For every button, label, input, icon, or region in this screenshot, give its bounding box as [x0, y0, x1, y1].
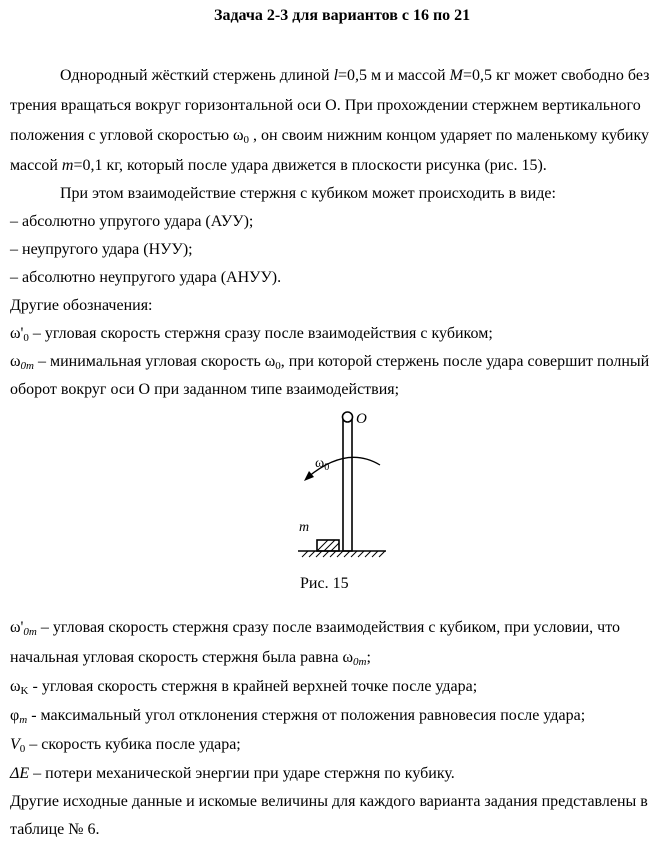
text: начальная угловая скорость стержня была равна ω [10, 649, 354, 666]
symbol: ω [10, 353, 21, 370]
text: - максимальный угол отклонения стержня от положения равновесия после удара; [27, 707, 586, 724]
text: – угловая скорость стержня сразу после взаимодействия с кубиком; [28, 325, 493, 342]
subscript: 0m [23, 626, 37, 638]
page-title: Задача 2-3 для вариантов с 16 по 21 [214, 7, 471, 24]
var-M: M [449, 67, 463, 84]
definition-delta-E [10, 764, 455, 784]
definition-omega-prime-0m-line-2 [10, 648, 371, 672]
text: - угловая скорость стержня в крайней верхней точке после удара; [28, 678, 478, 695]
text: =0,1 кг, который после удара движется в плоскости рисунка (рис. 15). [73, 157, 547, 174]
text: =0,5 м и массой [338, 67, 450, 84]
subscript: 0 [19, 743, 26, 755]
text: – потери механической энергии при ударе стержня по кубику. [29, 765, 455, 782]
figure-caption: Рис. 15 [300, 575, 349, 592]
final-paragraph-line-2: таблице № 6. [10, 821, 100, 838]
omega-symbol: ω [315, 456, 325, 471]
omega-subscript: 0 [324, 462, 330, 473]
pivot-icon [343, 412, 353, 422]
figure-rod-diagram [280, 405, 400, 575]
definition-omega-0m-line-2: оборот вокруг оси О при заданном типе взаимодействия; [10, 381, 400, 398]
subscript: 0m [20, 360, 34, 372]
var-m: m [61, 157, 74, 174]
symbol: ω' [10, 325, 24, 342]
definition-omega-prime-0 [10, 324, 493, 348]
symbol: φ [10, 707, 20, 724]
final-paragraph-line-1: Другие исходные данные и искомые величины для каждого варианта задания представлены в [10, 793, 648, 810]
text: массой [10, 157, 62, 174]
subscript: 0 [243, 134, 250, 146]
definition-omega-0m [10, 352, 649, 376]
paragraph-1-line-4 [10, 156, 547, 176]
paragraph-1-line-3 [10, 126, 649, 150]
list-item: – абсолютно упругого удара (АУУ); [10, 213, 254, 230]
paragraph-1-line-2: трения вращаться вокруг горизонтальной оси О. При прохождении стержнем вертикального [10, 97, 641, 114]
rod [343, 417, 352, 551]
text: =0,5 кг может свободно без [462, 67, 650, 84]
paragraph-2: При этом взаимодействие стержня с кубиком может происходить в виде: [60, 185, 556, 202]
text: ; [366, 649, 371, 666]
label-O: O [356, 411, 367, 427]
text: , при которой стержень после удара совершит полный [280, 353, 650, 370]
symbol: ω' [10, 619, 24, 636]
label-omega [315, 456, 329, 473]
paragraph-1-line-1 [60, 66, 649, 86]
cube [317, 540, 339, 551]
definition-phi-m [10, 706, 585, 730]
text: положения с угловой скоростью ω [10, 127, 244, 144]
definition-omega-K [10, 677, 477, 701]
text: – скорость кубика после удара; [25, 736, 241, 753]
text: Однородный жёсткий стержень длиной [60, 67, 334, 84]
text: – угловая скорость стержня сразу после взаимодействия с кубиком, при условии, что [36, 619, 620, 636]
subscript: K [20, 685, 29, 697]
text: – минимальная угловая скорость ω [33, 353, 276, 370]
definition-V0 [10, 735, 241, 759]
list-item: – абсолютно неупругого удара (АНУУ). [10, 269, 282, 286]
ground-hatching [302, 551, 385, 557]
symbol: ΔE [10, 765, 30, 782]
arrow-head-icon [304, 471, 314, 481]
symbol: V [10, 736, 20, 753]
subscript: 0m [353, 656, 367, 668]
other-notations: Другие обозначения: [10, 297, 153, 314]
label-m: m [299, 520, 310, 535]
list-item: – неупругого удара (НУУ); [10, 241, 193, 258]
subscript: 0 [275, 360, 281, 372]
text: , он своим нижним концом ударяет по маленькому кубику [249, 127, 649, 144]
symbol: ω [10, 678, 21, 695]
definition-omega-prime-0m [10, 618, 620, 642]
subscript: m [19, 714, 28, 726]
subscript: 0 [23, 332, 29, 344]
var-l: l [333, 67, 339, 84]
